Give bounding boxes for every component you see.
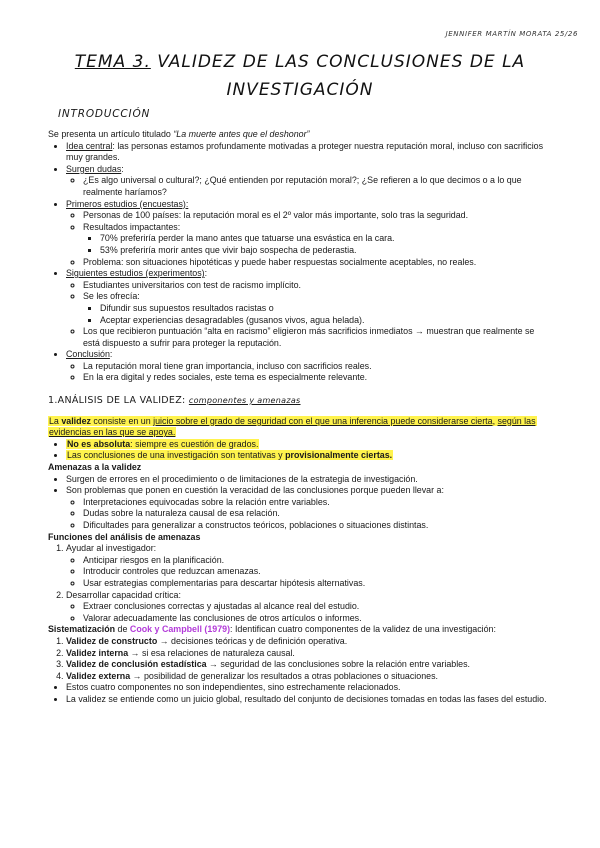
list-item-siguientes: [66, 268, 548, 349]
amenazas-heading: Amenazas a la validez: [48, 462, 142, 473]
list-item: [66, 450, 548, 462]
conclusion-colon: :: [109, 349, 113, 360]
funcion-1-sublist: [66, 555, 548, 590]
funcion-2-label: Desarrollar capacidad crítica:: [66, 589, 181, 600]
sistematizacion-label: Sistematización: [48, 624, 116, 635]
funcion-1-label: Ayudar al investigador:: [66, 543, 157, 554]
componente-2-bold: Validez interna: [66, 647, 129, 658]
list-item-conclusion: [66, 349, 548, 384]
tentativas-bold: provisionalmente ciertas.: [285, 450, 393, 461]
no-absoluta-bold: No es absoluta: [67, 438, 131, 449]
list-item-primeros: [66, 199, 548, 269]
list-item: ▪ Difundir sus supuestos resultados racistas o: [100, 303, 548, 315]
list-item: [66, 671, 548, 683]
list-item: ▪ 70% preferiría perder la mano antes que tatuarse una esvástica en la cara.: [100, 233, 548, 245]
componente-4-text: → posibilidad de generalizar los resultados a otras poblaciones o situaciones.: [130, 670, 438, 681]
def-prefix: La: [49, 415, 62, 426]
componente-3-text: → seguridad de las conclusiones sobre la relación entre variables.: [206, 659, 471, 670]
title-line-1-text: VALIDEZ DE LAS CONCLUSIONES DE LA: [150, 52, 526, 72]
list-item: ◦ Problema: son situaciones hipotéticas y puede haber respuestas socialmente aceptables, no reales.: [83, 257, 548, 269]
sistematizacion-de: de: [115, 624, 130, 635]
list-item: ◦ Dudas sobre la naturaleza causal de esa relación.: [83, 508, 548, 520]
title-number: TEMA 3.: [74, 52, 151, 72]
list-item: [66, 648, 548, 660]
funciones-list: [48, 543, 548, 624]
tentativas-text: Las conclusiones de una investigación son tentativas y: [67, 450, 286, 461]
section-1-colon: :: [182, 395, 186, 407]
siguientes-label: Siguientes estudios (experimentos): [66, 268, 205, 279]
intro-heading: INTRODUCCIÓN: [58, 108, 151, 120]
document-body: [48, 129, 548, 706]
componente-4-bold: Validez externa: [66, 670, 131, 681]
conclusion-label: Conclusión: [66, 349, 110, 360]
componente-2-text: → si esa relaciones de naturaleza causal.: [128, 647, 295, 658]
list-item: ◦ Estudiantes universitarios con test de racismo implícito.: [83, 280, 548, 292]
list-item: ◦ Extraer conclusiones correctas y ajustadas al alcance real del estudio.: [83, 601, 548, 613]
def-underline-2: según las evidencias en las que se apoya.: [49, 415, 536, 438]
validez-properties-list: [48, 439, 548, 462]
list-item: [66, 439, 548, 451]
componente-1-text: → decisiones teóricas y de definición operativa.: [157, 635, 348, 646]
list-item: ◦ Dificultades para generalizar a constructos teóricos, poblaciones o situaciones distintas.: [83, 520, 548, 532]
list-item: [66, 485, 548, 531]
list-item: ◦ ¿Es algo universal o cultural?; ¿Qué entienden por reputación moral?; ¿Se refieren a lo que decimos o a lo que realmente haríamos?: [83, 175, 548, 198]
componente-1-bold: Validez de constructo: [66, 635, 158, 646]
def-comma: ,: [492, 415, 498, 426]
intro-lead-prefix: Se presenta un artículo titulado: [48, 129, 174, 139]
closing-list: [48, 682, 548, 705]
primeros-label: Primeros estudios (encuestas):: [66, 198, 189, 209]
def-mid: consiste en un: [90, 415, 154, 426]
list-item: • La validez se entiende como un juicio global, resultado del conjunto de decisiones tomadas en todas las fases del estudio.: [66, 694, 548, 706]
cook-campbell-citation: Cook y Campbell (1979): [129, 624, 231, 635]
sistematizacion-text: Identifican cuatro componentes de la validez de una investigación:: [232, 624, 496, 635]
no-absoluta-text: : siempre es cuestión de grados.: [130, 438, 259, 449]
amenazas-sublist: [66, 497, 548, 532]
siguientes-colon: :: [204, 268, 208, 279]
list-item: ◦ Interpretaciones equivocadas sobre la relación entre variables.: [83, 497, 548, 509]
ofrecia-sublist: [83, 303, 548, 326]
funciones-heading: Funciones del análisis de amenazas: [48, 531, 201, 542]
list-item: [66, 543, 548, 589]
title-line-2: INVESTIGACIÓN: [226, 80, 374, 100]
list-item: • Surgen de errores en el procedimiento o de limitaciones de la estrategia de investigación.: [66, 474, 548, 486]
conclusion-sublist: [66, 361, 548, 384]
list-item: ◦ La reputación moral tiene gran importancia, incluso con sacrificios reales.: [83, 361, 548, 373]
list-item: [66, 659, 548, 671]
def-underline-1: juicio sobre el grado de seguridad con el que una inferencia puede considerarse cierta: [153, 415, 493, 426]
list-item-dudas: [66, 164, 548, 199]
title-line-1: [0, 48, 600, 76]
list-item: ◦ Anticipar riesgos en la planificación.: [83, 555, 548, 567]
idea-text: : las personas estamos profundamente motivadas a proteger nuestra reputación moral, incluso con sacrificios muy grandes.: [66, 140, 544, 163]
componentes-list: [48, 636, 548, 682]
list-item: ◦ Valorar adecuadamente las conclusiones de otros artículos o informes.: [83, 613, 548, 625]
list-item: [83, 291, 548, 326]
list-item: ◦ Los que recibieron puntuación “alta en racismo” eligieron más sacrificios inmediatos → muestran que realmente se está dispuesto a sufrir para proteger la reputación.: [83, 326, 548, 349]
list-item-idea: [66, 141, 548, 164]
dudas-colon: :: [121, 163, 124, 174]
dudas-label: Surgen dudas: [66, 163, 122, 174]
author-header: JENNIFER MARTÍN MORATA 25/26: [445, 30, 578, 38]
section-1-subtitle: componentes y amenazas: [188, 396, 301, 406]
amenazas-list: [48, 474, 548, 532]
intro-list: [48, 141, 548, 384]
primeros-sublist: [66, 210, 548, 268]
validez-definition: [48, 416, 548, 439]
sistematizacion-line: [48, 624, 548, 636]
resultados-sublist: [83, 233, 548, 256]
componente-3-bold: Validez de conclusión estadística: [66, 659, 207, 670]
list-item: ▪ 53% preferiría morir antes que vivir bajo sospecha de pederastia.: [100, 245, 548, 257]
article-title: “La muerte antes que el deshonor”: [173, 129, 310, 139]
funcion-2-sublist: [66, 601, 548, 624]
section-1-heading: [48, 395, 548, 407]
list-item: ◦ Introducir controles que reduzcan amenazas.: [83, 566, 548, 578]
resultados-label: Resultados impactantes:: [83, 221, 181, 232]
amenazas-a2-text: Son problemas que ponen en cuestión la veracidad de las conclusiones porque pueden llevar a:: [66, 485, 444, 496]
intro-lead: [48, 129, 548, 141]
list-item: ▪ Aceptar experiencias desagradables (gusanos vivos, agua helada).: [100, 315, 548, 327]
ofrecia-label: Se les ofrecía:: [83, 291, 140, 302]
list-item: • Estos cuatro componentes no son independientes, sino estrechamente relacionados.: [66, 682, 548, 694]
list-item: [66, 636, 548, 648]
list-item: [66, 590, 548, 625]
list-item: ◦ Personas de 100 países: la reputación moral es el 2º valor más importante, solo tras la seguridad.: [83, 210, 548, 222]
page-title: [0, 48, 600, 104]
idea-label: Idea central: [66, 140, 113, 151]
def-bold: validez: [61, 415, 91, 426]
siguientes-sublist: [66, 280, 548, 350]
sistematizacion-colon: :: [230, 624, 233, 635]
list-item: ◦ En la era digital y redes sociales, este tema es especialmente relevante.: [83, 372, 548, 384]
section-1-title: 1.ANÁLISIS DE LA VALIDEZ: [48, 395, 183, 407]
list-item: ◦ Usar estrategias complementarias para descartar hipótesis alternativas.: [83, 578, 548, 590]
dudas-sublist: [66, 175, 548, 198]
list-item: [83, 222, 548, 257]
